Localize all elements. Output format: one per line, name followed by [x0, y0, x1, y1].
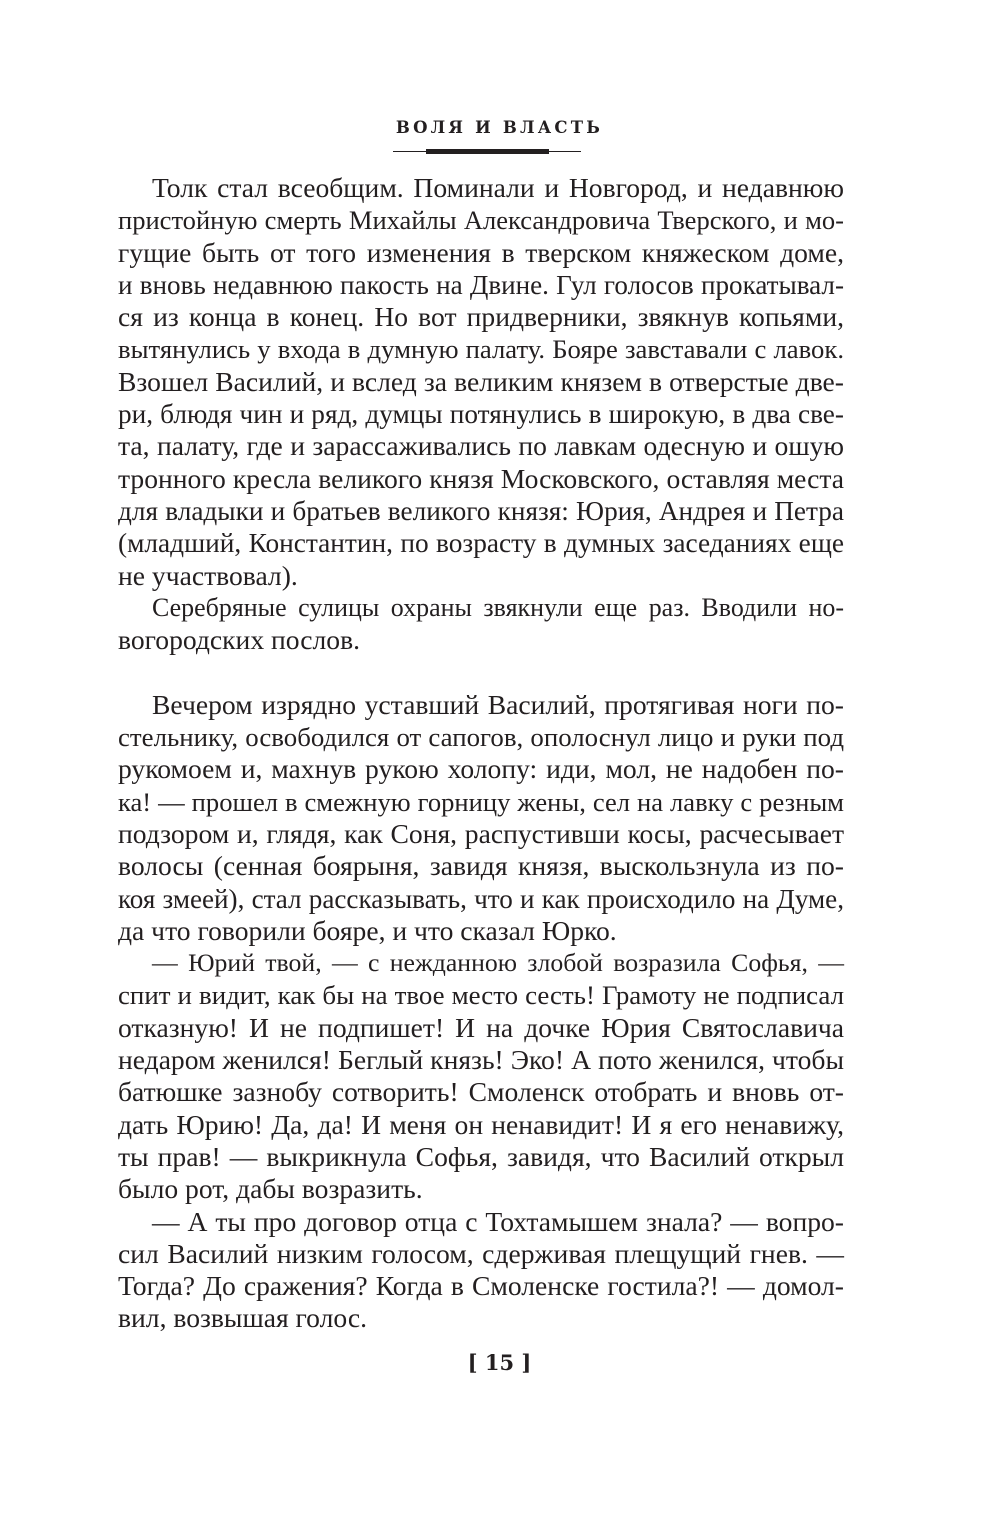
text-line: да что говорили бояре, и что сказал Юрко.: [118, 914, 617, 946]
text-line: ты прав! — выкрикнула Софья, завидя, что Василий открыл: [118, 1140, 844, 1172]
text-line: Серебряные сулицы охраны звякнули еще раз. Вводили но-: [152, 592, 844, 622]
text-line: подзором и, глядя, как Соня, распустивши косы, расчесывает: [118, 817, 844, 849]
text-line: вытянулись у входа в думную палату. Бояре завставали с лавок.: [118, 334, 844, 365]
body-text: [118, 172, 844, 1335]
text-line: стельнику, освободился от сапогов, ополоснул лицо и руки под: [118, 722, 844, 753]
running-head: ВОЛЯ И ВЛАСТЬ: [395, 118, 604, 137]
text-line: вогородских послов.: [118, 624, 361, 656]
text-line: не участвовал).: [118, 559, 298, 591]
text-line: батюшке зазнобу сотворить! Смоленск отобрать и вновь от-: [118, 1076, 844, 1108]
text-line: коя змеей), стал рассказывать, что и как происходило на Думе,: [118, 883, 844, 914]
text-line: та, палату, где и зарассаживались по лавкам одесную и ошую: [118, 430, 844, 462]
text-line: вил, возвышая голос.: [118, 1302, 368, 1334]
text-line: ри, блюдя чин и ряд, думцы потянулись в широкую, в два све-: [118, 399, 844, 430]
text-line: дать Юрию! Да, да! И меня он ненавидит! И я его ненавижу,: [118, 1108, 844, 1140]
text-line: волосы (сенная боярыня, завидя князя, выскользнула из по-: [118, 850, 844, 882]
text-line: и вновь недавнюю пакость на Двине. Гул голосов прокатывал-: [118, 269, 844, 300]
text-line: Взошел Василий, и вслед за великим князем в отверстые две-: [118, 365, 844, 397]
section-break: [118, 656, 844, 688]
text-line: Вечером изрядно уставший Василий, протягивая ноги по-: [152, 688, 844, 720]
text-line: отказную! И не подпишет! И на дочке Юрия Святославича: [118, 1011, 844, 1043]
page-number: [ 15 ]: [467, 1350, 532, 1375]
text-line: — А ты про договор отца с Тохтамышем знала? — вопро-: [152, 1205, 844, 1237]
text-line: гущие быть от того изменения в тверском княжеском доме,: [118, 236, 844, 268]
text-line: ка! — прошел в смежную горницу жены, сел на лавку с резным: [118, 786, 844, 817]
text-line: недаром женился! Беглый князь! Эко! А пото женился, чтобы: [118, 1044, 844, 1076]
text-line: для владыки и братьев великого князя: Юрия, Андрея и Петра: [118, 495, 844, 526]
text-line: рукомоем и, махнув рукою холопу: иди, мол, не надобен по-: [118, 753, 844, 785]
text-line: ся из конца в конец. Но вот придверники, звякнув копьями,: [118, 301, 844, 333]
text-line: Тогда? До сражения? Когда в Смоленске гостила?! — домол-: [118, 1270, 844, 1302]
text-line: было рот, дабы возразить.: [118, 1173, 423, 1205]
text-line: спит и видит, как бы на твое место сесть! Грамоту не подписал: [118, 980, 844, 1011]
text-line: (младший, Константин, по возрасту в думных заседаниях еще: [118, 528, 844, 559]
header-rule-accent: [426, 149, 549, 154]
text-line: пристойную смерть Михайлы Александровича Тверского, и мо-: [118, 205, 844, 236]
text-line: тронного кресла великого князя Московского, оставляя места: [118, 462, 844, 494]
text-line: Толк стал всеобщим. Поминали и Новгород, и недавнюю: [152, 172, 844, 203]
text-line: сил Василий низким голосом, сдерживая плещущий гнев. —: [118, 1237, 844, 1269]
text-line: — Юрий твой, — с нежданною злобой возразила Софья, —: [152, 948, 844, 978]
